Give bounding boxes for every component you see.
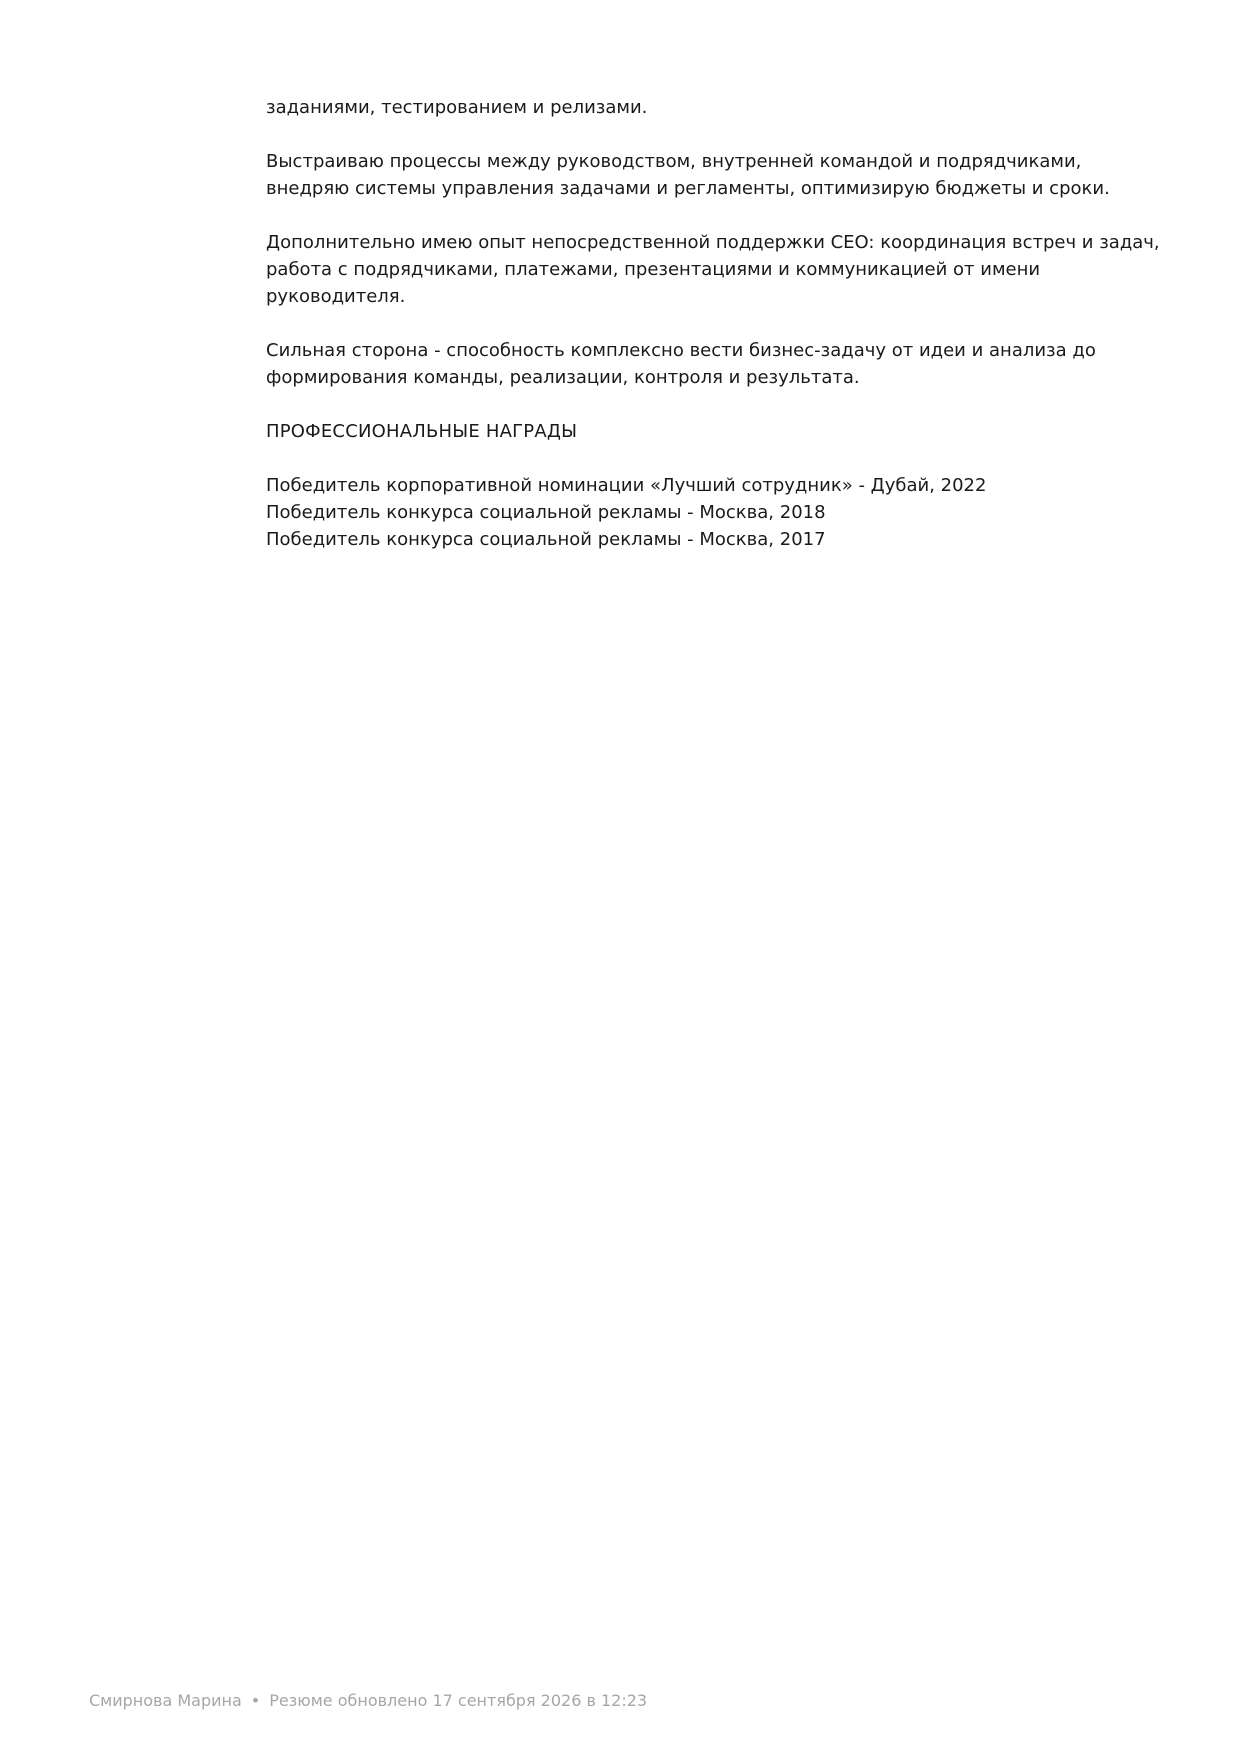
award-item: Победитель корпоративной номинации «Лучший сотрудник» - Дубай, 2022 <box>266 475 987 496</box>
awards-section-title: ПРОФЕССИОНАЛЬНЫЕ НАГРАДЫ <box>266 421 578 442</box>
footer-name: Смирнова Марина <box>89 1691 242 1710</box>
summary-paragraph: Сильная сторона - способность комплексно вести бизнес-задачу от идеи и анализа до формирования команды, реализации, контроля и результата. <box>266 340 1096 388</box>
summary-paragraph: Дополнительно имею опыт непосредственной поддержки CEO: координация встреч и задач, работа с подрядчиками, платежами, презентациями и коммуникацией от имени руководителя. <box>266 232 1160 307</box>
footer-separator: • <box>250 1691 261 1710</box>
resume-content <box>266 94 1166 553</box>
summary-paragraph: заданиями, тестированием и релизами. <box>266 97 648 118</box>
page-footer <box>89 1691 647 1711</box>
footer-updated: Резюме обновлено 17 сентября 2026 в 12:23 <box>269 1691 648 1710</box>
award-item: Победитель конкурса социальной рекламы - Москва, 2017 <box>266 529 826 550</box>
awards-list <box>266 472 1166 553</box>
award-item: Победитель конкурса социальной рекламы - Москва, 2018 <box>266 502 826 523</box>
summary-paragraph: Выстраиваю процессы между руководством, внутренней командой и подрядчиками, внедряю системы управления задачами и регламенты, оптимизирую бюджеты и сроки. <box>266 151 1110 199</box>
